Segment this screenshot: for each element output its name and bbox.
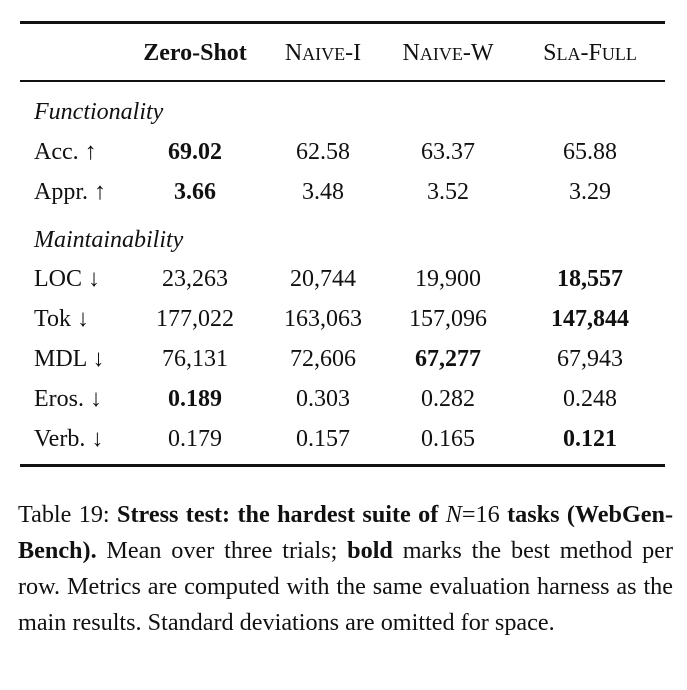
table-cell: 65.88 [563, 139, 617, 165]
table-cell: 62.58 [296, 139, 350, 165]
table-caption [18, 497, 673, 641]
caption-bold-word: bold [347, 537, 393, 564]
section-title: Functionality [34, 99, 164, 125]
metric-label: LOC ↓ [34, 266, 100, 292]
table-cell: 18,557 [557, 266, 623, 292]
metric-label: Appr. ↑ [34, 179, 106, 205]
caption-math-eq: =16 [461, 501, 500, 528]
table-cell: 0.189 [168, 386, 222, 412]
section-title: Maintainability [34, 227, 184, 253]
column-header-4: SLA-FULL [543, 40, 637, 66]
metric-label: MDL ↓ [34, 346, 105, 372]
table-cell: 0.157 [296, 426, 350, 452]
table-cell: 157,096 [409, 306, 487, 332]
table-cell: 3.29 [569, 179, 611, 205]
column-header-1: Zero-Shot [143, 40, 247, 66]
table-cell: 0.179 [168, 426, 222, 452]
table-cell: 72,606 [290, 346, 356, 372]
top-rule [20, 21, 665, 24]
table-cell: 0.282 [421, 386, 475, 412]
table-cell: 63.37 [421, 139, 475, 165]
table-cell: 67,943 [557, 346, 623, 372]
caption-label: Table 19: [18, 501, 110, 528]
table-cell: 0.165 [421, 426, 475, 452]
table-cell: 3.48 [302, 179, 344, 205]
table-cell: 0.303 [296, 386, 350, 412]
table-cell: 19,900 [415, 266, 481, 292]
table-cell: 0.248 [563, 386, 617, 412]
table-cell: 20,744 [290, 266, 356, 292]
table-cell: 163,063 [284, 306, 362, 332]
bottom-rule [20, 464, 665, 467]
table-cell: 147,844 [551, 306, 629, 332]
table-cell: 3.52 [427, 179, 469, 205]
column-header-3: NAIVE-W [402, 40, 494, 66]
caption-bold-b: tasks (WebGen-Bench). [18, 501, 674, 564]
header-rule [20, 80, 665, 82]
table-cell: 69.02 [168, 139, 222, 165]
caption-plain-b: marks the best method per row. Metrics are computed with the same evaluation harness as the main results. Standard deviations are omitted for space. [18, 537, 673, 636]
caption-plain-a: Mean over three trials; [106, 537, 338, 564]
caption-bold-a: Stress test: the hardest suite of [117, 501, 439, 528]
table-cell: 67,277 [415, 346, 481, 372]
metric-label: Eros. ↓ [34, 386, 102, 412]
metric-label: Verb. ↓ [34, 426, 104, 452]
table-cell: 177,022 [156, 306, 234, 332]
metric-label: Tok ↓ [34, 306, 89, 332]
column-header-2: NAIVE-I [284, 40, 362, 66]
table-cell: 3.66 [174, 179, 216, 205]
metric-label: Acc. ↑ [34, 139, 97, 165]
table-cell: 76,131 [162, 346, 228, 372]
caption-math-n: N [445, 501, 462, 528]
table-cell: 23,263 [162, 266, 228, 292]
table-cell: 0.121 [563, 426, 617, 452]
